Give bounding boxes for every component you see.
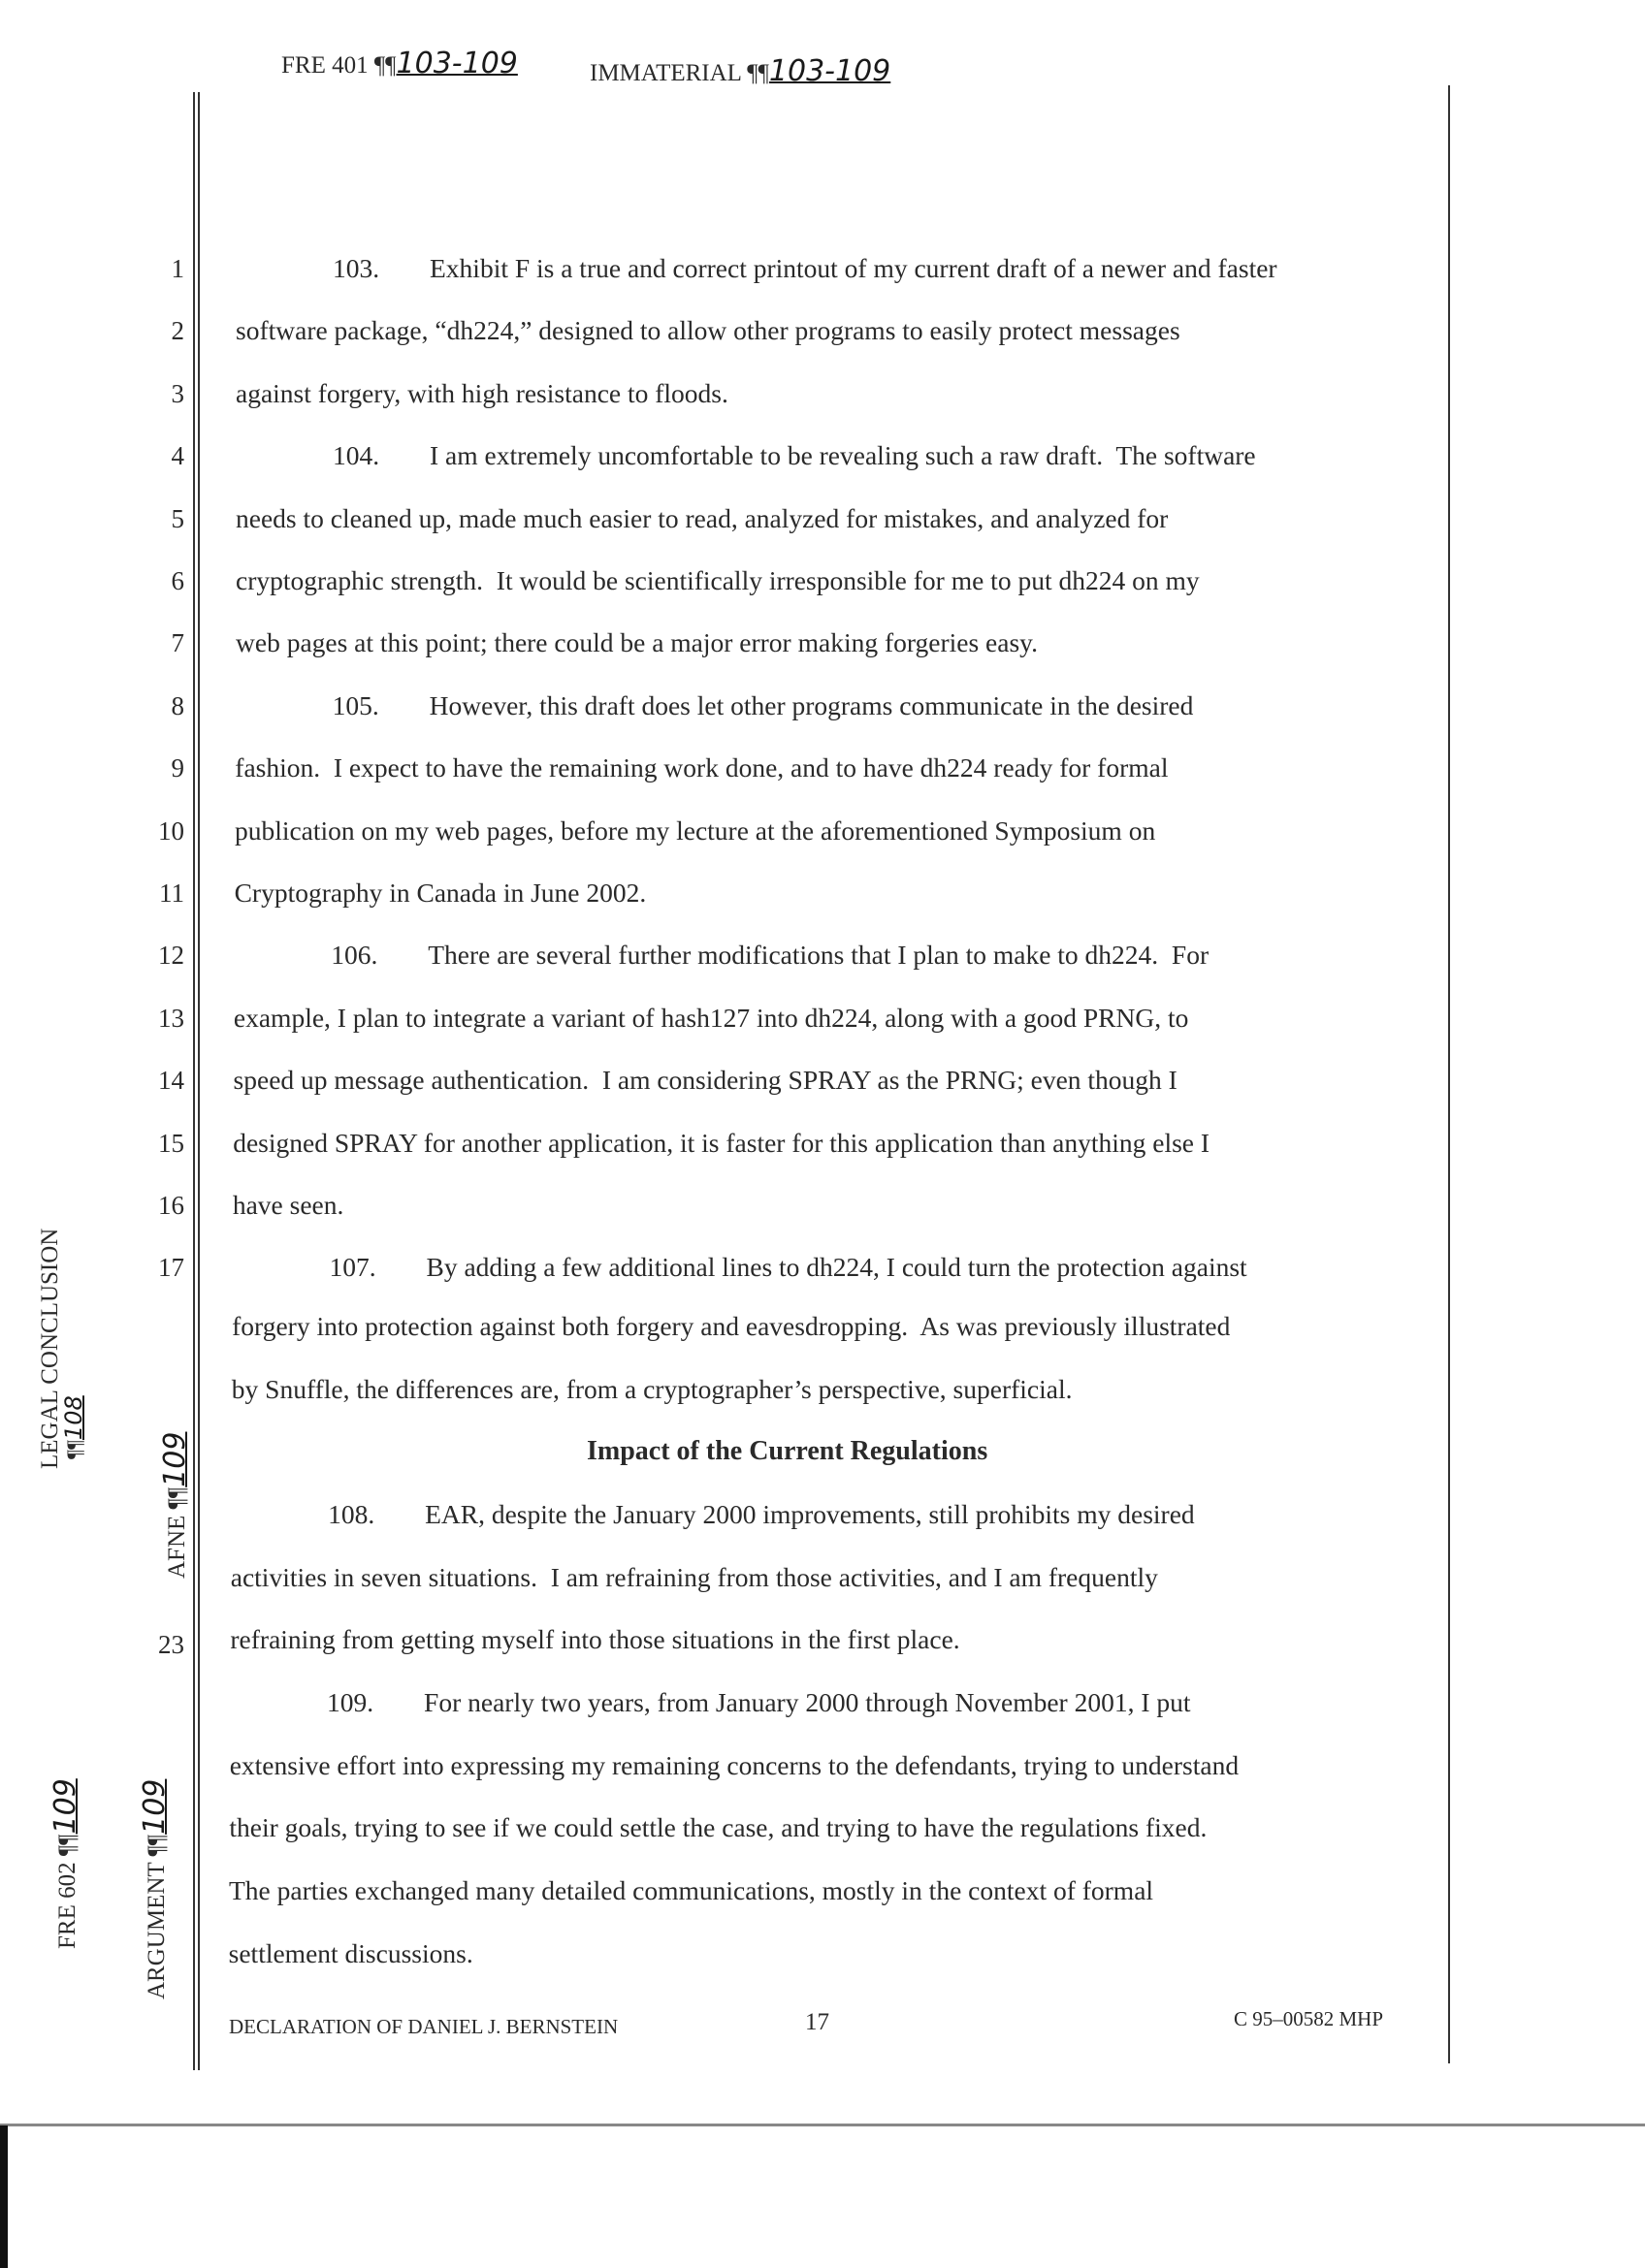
paragraph-line [233, 1128, 1210, 1159]
line-number: 14 [158, 1066, 184, 1096]
line-text: extensive effort into expressing my remaining concerns to the defendants, trying to understand [229, 1749, 1240, 1780]
paragraph-first-line [234, 940, 1209, 971]
afne-label: AFNE ¶¶ [164, 1486, 190, 1579]
paragraph-first-line [231, 1499, 1195, 1530]
paragraph-line [230, 1750, 1239, 1781]
line-number: 9 [171, 753, 184, 783]
paragraph-first-line [236, 690, 1194, 721]
line-text: activities in seven situations. I am refraining from those activities, and I am frequently [230, 1561, 1158, 1592]
line-text: Cryptography in Canada in June 2002. [234, 878, 647, 908]
line-text: example, I plan to integrate a variant of hash127 into dh224, along with a good PRNG, to [233, 1002, 1189, 1033]
line-number: 23 [158, 1629, 184, 1659]
paragraph-line [236, 627, 1038, 658]
fre602-handwritten: 109 [48, 1778, 82, 1835]
paragraph-line [232, 1311, 1230, 1342]
paragraph-number: 103. [333, 253, 380, 283]
argument-label: ARGUMENT ¶¶ [144, 1834, 170, 1999]
line-text: speed up message authentication. I am considering SPRAY as the PRNG; even though I [233, 1065, 1177, 1096]
line-number: 13 [158, 1003, 184, 1033]
paragraph-mark: ¶¶ [62, 1440, 86, 1459]
immaterial-label: IMMATERIAL ¶¶ [590, 60, 769, 86]
argument-handwritten: 109 [138, 1778, 172, 1835]
line-number: 3 [171, 378, 184, 408]
line-number: 7 [171, 628, 184, 658]
line-text: I am extremely uncomfortable to be revealing such a raw draft. The software [430, 440, 1256, 471]
case-number: C 95–00582 MHP [1234, 2007, 1384, 2030]
line-text: For nearly two years, from January 2000 through November 2001, I put [424, 1686, 1191, 1717]
line-text: software package, “dh224,” designed to allow other programs to easily protect messages [236, 315, 1180, 346]
scan-dark-edge [0, 2125, 8, 2268]
line-text: settlement discussions. [228, 1937, 473, 1968]
line-text: needs to cleaned up, made much easier to read, analyzed for mistakes, and analyzed for [236, 502, 1169, 533]
line-number: 16 [158, 1191, 184, 1220]
line-text: forgery into protection against both forgery and eavesdropping. As was previously illustrated [232, 1311, 1231, 1342]
afne-handwritten: 109 [158, 1431, 192, 1487]
line-number: 5 [171, 503, 184, 533]
fre401-handwritten: 103-109 [396, 47, 518, 80]
line-text: by Snuffle, the differences are, from a cryptographer’s perspective, superficial. [231, 1373, 1073, 1404]
line-number: 17 [158, 1253, 184, 1283]
paragraph-line [229, 1875, 1153, 1906]
paragraph-number: 106. [331, 940, 378, 971]
line-text: However, this draft does let other programs communicate in the desired [429, 689, 1194, 720]
paragraph-number: 107. [329, 1252, 376, 1283]
immaterial-handwritten: 103-109 [768, 54, 891, 88]
footer-declaration: DECLARATION OF DANIEL J. BERNSTEIN [229, 2015, 619, 2038]
line-text: refraining from getting myself into those situations in the first place. [230, 1624, 960, 1655]
paragraph-line [236, 565, 1200, 596]
paragraph-line [232, 1374, 1073, 1405]
paragraph-line [235, 752, 1168, 783]
line-number: 11 [159, 878, 184, 908]
legal-conclusion-handwritten: 108 [60, 1395, 87, 1441]
paragraph-first-line [236, 253, 1277, 284]
paragraph-line [235, 878, 647, 909]
line-number: 15 [158, 1128, 184, 1158]
paragraph-number: 109. [327, 1686, 374, 1717]
line-number: 10 [158, 815, 184, 846]
line-text: fashion. I expect to have the remaining work done, and to have dh224 ready for formal [235, 752, 1169, 783]
margin-note-fre602 [48, 1778, 82, 1949]
line-text: web pages at this point; there could be a major error making forgeries easy. [236, 627, 1039, 658]
paragraph-line [236, 503, 1168, 534]
page-edge-line [0, 2124, 1645, 2126]
paragraph-first-line [233, 1252, 1247, 1283]
section-heading-text: Impact of the Current Regulations [587, 1436, 988, 1467]
paragraph-number: 105. [332, 689, 379, 720]
fre401-label: FRE 401 ¶¶ [281, 52, 397, 79]
line-number: 12 [158, 941, 184, 971]
legal-conclusion-label: LEGAL CONCLUSION [37, 1228, 63, 1469]
line-text: The parties exchanged many detailed communications, mostly in the context of formal [229, 1874, 1154, 1905]
right-border-line [1448, 85, 1450, 2063]
line-text: against forgery, with high resistance to floods. [236, 377, 728, 408]
line-number: 4 [171, 441, 184, 471]
paragraph-line [234, 1065, 1177, 1096]
paragraph-first-line [230, 1687, 1190, 1718]
margin-note-argument [138, 1779, 172, 1999]
line-number: 2 [171, 316, 184, 346]
line-text: EAR, despite the January 2000 improvements, still prohibits my desired [425, 1499, 1195, 1529]
line-text: Exhibit F is a true and correct printout of my current draft of a newer and faster [430, 253, 1277, 283]
paragraph-first-line [236, 440, 1256, 471]
paragraph-line [229, 1938, 473, 1969]
paragraph-line [236, 315, 1180, 346]
left-border-line-1 [193, 92, 195, 2070]
line-text: have seen. [232, 1190, 344, 1220]
page-number: 17 [805, 2009, 829, 2035]
paragraph-line [236, 378, 728, 409]
line-text: cryptographic strength. It would be scientifically irresponsible for me to put dh224 on my [236, 565, 1200, 595]
section-heading [587, 1436, 987, 1467]
paragraph-line [230, 1624, 959, 1655]
line-text: their goals, trying to see if we could settle the case, and trying to have the regulations fixed. [229, 1812, 1208, 1843]
line-number: 6 [171, 566, 184, 595]
margin-note-afne [158, 1432, 192, 1579]
line-text: By adding a few additional lines to dh224, I could turn the protection against [426, 1252, 1247, 1283]
left-border-line-2 [198, 92, 200, 2070]
paragraph-line [229, 1812, 1207, 1843]
header-fre401 [281, 47, 518, 80]
line-text: publication on my web pages, before my lecture at the aforementioned Symposium on [234, 815, 1156, 846]
header-immaterial [590, 54, 890, 88]
paragraph-line [231, 1562, 1158, 1593]
line-text: designed SPRAY for another application, it is faster for this application than anything else I [233, 1127, 1210, 1158]
margin-note-legal-conclusion-mark [60, 1395, 87, 1459]
line-number: 8 [171, 690, 184, 720]
paragraph-line [235, 815, 1155, 847]
paragraph-line [234, 1003, 1188, 1034]
paragraph-line [233, 1190, 344, 1221]
fre602-label: FRE 602 ¶¶ [54, 1834, 81, 1949]
line-number: 1 [171, 254, 184, 283]
line-text: There are several further modifications that I plan to make to dh224. For [428, 940, 1210, 971]
paragraph-number: 108. [328, 1499, 375, 1529]
paragraph-number: 104. [333, 440, 380, 471]
